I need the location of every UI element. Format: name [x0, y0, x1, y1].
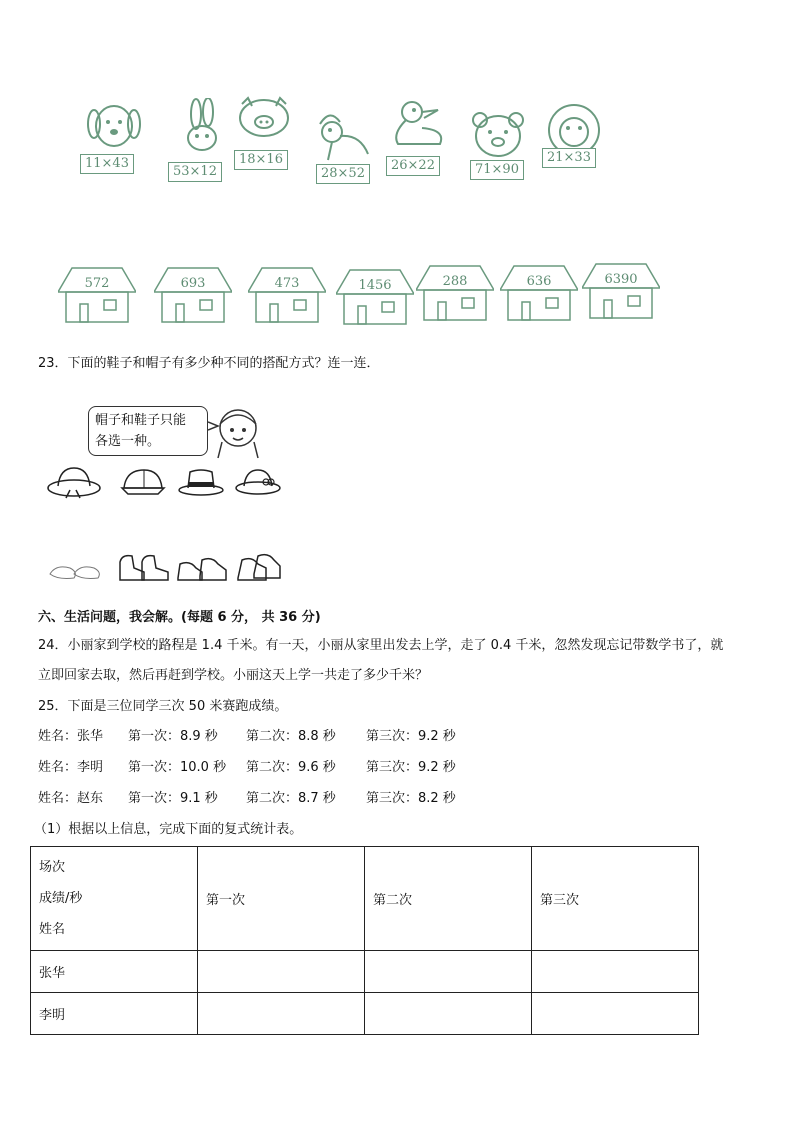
bubble-line-1: 帽子和鞋子只能 [95, 413, 187, 428]
duck-icon [382, 98, 454, 178]
record-name: 姓名：李明 [38, 760, 104, 775]
sun-hat-icon [44, 462, 104, 500]
table-cell[interactable] [365, 951, 532, 993]
table-header-cell: 第三次 [532, 847, 699, 951]
house [500, 264, 578, 324]
house [248, 266, 326, 326]
record-second: 第二次：8.7 秒 [246, 791, 336, 806]
q24-line-2: 立即回家去取，然后再赶到学校。小丽这天上学一共走了多少千米？ [38, 668, 429, 683]
table-cell[interactable] [532, 993, 699, 1035]
record-second: 第二次：9.6 秒 [246, 760, 336, 775]
animal-sign: 21×33 [542, 148, 596, 168]
q23-text: 23．下面的鞋子和帽子有多少种不同的搭配方式？连一连． [38, 356, 380, 371]
house [154, 266, 232, 326]
animal-sign: 53×12 [168, 162, 222, 182]
house-number: 572 [84, 276, 110, 291]
house [58, 266, 136, 326]
table-cell[interactable] [532, 951, 699, 993]
fedora-icon [176, 466, 226, 498]
record-name: 姓名：赵东 [38, 791, 104, 806]
section-6-heading: 六、生活问题，我会解。(每题 6 分， 共 36 分) [38, 610, 321, 625]
table-row-name: 李明 [31, 993, 198, 1035]
table-header-cell: 第二次 [365, 847, 532, 951]
house-number: 636 [526, 274, 552, 289]
goat-icon [310, 104, 382, 184]
animal-sign: 11×43 [80, 154, 134, 174]
record-first: 第一次：9.1 秒 [128, 791, 218, 806]
record-third: 第三次：9.2 秒 [366, 729, 456, 744]
q25-intro: 25．下面是三位同学三次 50 米赛跑成绩。 [38, 699, 288, 714]
record-third: 第三次：8.2 秒 [366, 791, 456, 806]
table-row-name: 张华 [31, 951, 198, 993]
shoe-row [48, 550, 288, 586]
record-name: 姓名：张华 [38, 729, 104, 744]
house-number: 1456 [358, 278, 392, 293]
header-line-2: 成绩/秒 [39, 891, 83, 906]
record-second: 第二次：8.8 秒 [246, 729, 336, 744]
animal-sign: 71×90 [470, 160, 524, 180]
record-first: 第一次：8.9 秒 [128, 729, 218, 744]
header-line-1: 场次 [39, 860, 66, 875]
q24-line-1: 24．小丽家到学校的路程是 1.4 千米。有一天，小丽从家里出发去上学，走了 0.4 千米，忽然发现忘记带数学书了，就 [38, 638, 724, 653]
sports-shoe-icon [236, 550, 282, 584]
house-number: 693 [180, 276, 206, 291]
house [416, 264, 494, 324]
house-number: 6390 [604, 272, 638, 287]
table-row [31, 993, 699, 1035]
house [582, 262, 660, 322]
flower-hat-icon [234, 464, 284, 498]
pig-icon [234, 96, 306, 176]
animal-sign: 26×22 [386, 156, 440, 176]
header-line-3: 姓名 [39, 922, 66, 937]
table-header-corner [31, 847, 198, 951]
rabbit-icon [166, 98, 238, 178]
speech-bubble [88, 406, 208, 456]
cap-icon [118, 464, 168, 498]
sneaker-icon [176, 552, 228, 584]
table-cell[interactable] [365, 993, 532, 1035]
boot-icon [116, 550, 172, 584]
record-third: 第三次：9.2 秒 [366, 760, 456, 775]
table-header-row [31, 847, 699, 951]
hat-row [44, 462, 294, 502]
animal-sign: 18×16 [234, 150, 288, 170]
stat-table [30, 846, 699, 1035]
dog-icon [78, 98, 150, 178]
house [336, 268, 414, 328]
animal-sign: 28×52 [316, 164, 370, 184]
bubble-line-2: 各选一种。 [95, 434, 161, 449]
house-number: 473 [274, 276, 300, 291]
table-row [31, 951, 699, 993]
table-cell[interactable] [198, 951, 365, 993]
record-first: 第一次：10.0 秒 [128, 760, 227, 775]
girl-icon [208, 402, 264, 466]
table-cell[interactable] [198, 993, 365, 1035]
house-number: 288 [442, 274, 468, 289]
monkey-icon [540, 102, 612, 182]
animal-row [0, 90, 794, 200]
q25-sub1: （1）根据以上信息，完成下面的复式统计表。 [34, 822, 303, 837]
table-header-cell: 第一次 [198, 847, 365, 951]
slipper-icon [48, 556, 102, 582]
bear-icon [468, 110, 540, 190]
house-row [0, 262, 794, 332]
